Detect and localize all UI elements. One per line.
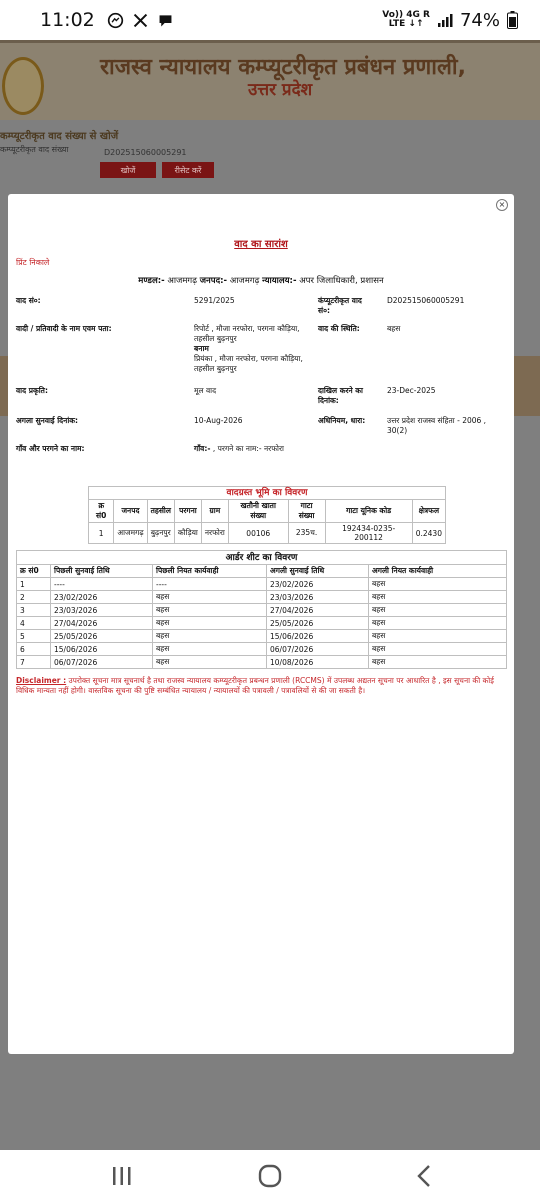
order-cell: बहस (369, 643, 507, 656)
land-cell: 235च. (288, 523, 325, 544)
order-table-body (17, 578, 507, 669)
order-cell: 25/05/2026 (267, 617, 369, 630)
back-button[interactable] (404, 1158, 444, 1194)
order-cell: बहस (369, 604, 507, 617)
court-label: न्यायालय:- (262, 276, 297, 286)
land-header-cell: खतौनी खाता संख्या (228, 500, 288, 523)
parties-label: वादी / प्रतिवादी के नाम एवम पता: (16, 324, 112, 333)
order-cell: 23/03/2026 (51, 604, 153, 617)
recent-apps-icon (111, 1166, 133, 1186)
order-cell: ---- (51, 578, 153, 591)
land-cell: 192434-0235-200112 (325, 523, 412, 544)
land-header-cell: गाटा यूनिक कोड (325, 500, 412, 523)
table-row (17, 656, 507, 669)
table-row (89, 523, 446, 544)
order-header-cell: क्र सं0 (17, 565, 51, 578)
modal-title: वाद का सारांश (234, 239, 288, 250)
bg-field-label: कम्प्यूटरीकृत वाद संख्या (0, 145, 69, 154)
nature-label: वाद प्रकृति: (16, 386, 48, 395)
order-cell: 6 (17, 643, 51, 656)
nature-value: मूल वाद (194, 386, 217, 395)
order-header-cell: पिछली सुनवाई तिथि (51, 565, 153, 578)
print-link[interactable]: प्रिंट निकाले (16, 258, 50, 267)
village-label: गाँव और परगने का नाम: (16, 444, 85, 453)
case-no-value: 5291/2025 (194, 296, 235, 305)
order-cell: बहस (153, 656, 267, 669)
order-cell: बहस (369, 656, 507, 669)
up-emblem-icon (2, 57, 44, 115)
order-cell: 10/08/2026 (267, 656, 369, 669)
mandal-value: आजमगढ़ (167, 276, 198, 286)
status-bar (0, 0, 540, 40)
filing-label-line2: दिनांक: (318, 396, 339, 405)
order-header-cell: अगली सुनवाई तिथि (267, 565, 369, 578)
village-text-label: गाँव:- (194, 444, 211, 453)
bg-header (0, 40, 540, 120)
land-table-header-row (89, 500, 446, 523)
order-cell: 2 (17, 591, 51, 604)
bg-title-line2: उत्तर प्रदेश (248, 80, 313, 100)
land-header-cell: जनपद (114, 500, 147, 523)
chat-icon (157, 12, 174, 29)
bg-title-line1: राजस्व न्यायालय कम्प्यूटरीकृत प्रबंधन प्रणाली, (100, 55, 466, 80)
order-cell: 15/06/2026 (51, 643, 153, 656)
table-row (17, 578, 507, 591)
filing-label (318, 386, 363, 406)
land-cell: बुढ़नपुर (147, 523, 174, 544)
land-header-cell: गाटा संख्या (288, 500, 325, 523)
home-button[interactable] (250, 1158, 290, 1194)
order-cell: 25/05/2026 (51, 630, 153, 643)
network-indicator (382, 11, 430, 29)
defendant-line1: प्रियंका , मौजा नरफोरा, परगना कौड़िया, (194, 354, 303, 363)
status-label: वाद की स्थिति: (318, 324, 360, 333)
plaintiff-line1: रिपोर्ट , मौजा नरफोरा, परगना कौड़िया, (194, 324, 300, 333)
case-no-label: वाद सं०: (16, 296, 41, 305)
comp-case-value: D202515060005291 (387, 296, 465, 305)
janpad-value: आजमगढ़ (229, 276, 260, 286)
land-cell: 00106 (228, 523, 288, 544)
land-details-section (88, 486, 446, 544)
network-top-text: Vo)) 4G R (382, 10, 430, 20)
land-header-cell: परगना (174, 500, 201, 523)
disclaimer (16, 676, 508, 696)
table-row (17, 617, 507, 630)
act-value (387, 416, 486, 436)
order-cell: बहस (153, 643, 267, 656)
order-cell: 23/02/2026 (267, 578, 369, 591)
home-icon (258, 1164, 282, 1188)
order-header-cell: पिछली नियत कार्यवाही (153, 565, 267, 578)
order-table (16, 564, 507, 669)
plaintiff-line2: तहसील बुढ़नपुर (194, 334, 237, 343)
case-summary-modal (8, 194, 514, 1054)
versus-text: बनाम (194, 344, 209, 353)
system-status (382, 10, 518, 31)
act-value-line2: 30(2) (387, 426, 408, 435)
bg-search-link: कम्प्यूटरीकृत वाद संख्या से खोजें (0, 131, 119, 142)
land-header-cell: क्र सं0 (89, 500, 114, 523)
order-cell: 7 (17, 656, 51, 669)
status-time: 11:02 (40, 9, 95, 31)
land-header-cell: क्षेत्रफल (412, 500, 445, 523)
court-value: अपर जिलाधिकारी, प्रशासन (299, 276, 384, 286)
janpad-label: जनपद:- (199, 276, 228, 286)
land-cell: कौड़िया (174, 523, 201, 544)
land-cell: 0.2430 (412, 523, 445, 544)
battery-icon (507, 11, 518, 29)
land-cell: आजमगढ़ (114, 523, 147, 544)
order-cell: 23/02/2026 (51, 591, 153, 604)
order-cell: 4 (17, 617, 51, 630)
bg-field-value: D202515060005291 (104, 148, 187, 157)
comp-case-label-line2: सं०: (318, 306, 330, 315)
recent-apps-button[interactable] (102, 1158, 142, 1194)
notification-icons (107, 12, 174, 29)
defendant-line2: तहसील बुढ़नपुर (194, 364, 237, 373)
order-table-header-row (17, 565, 507, 578)
close-icon[interactable]: × (496, 199, 508, 211)
village-value: , परगने का नाम:- नरफोरा (212, 444, 284, 453)
table-row (17, 604, 507, 617)
battery-percent: 74% (459, 9, 500, 31)
order-cell: 06/07/2026 (51, 656, 153, 669)
act-label: अधिनियम, धारा: (318, 416, 366, 425)
order-cell: 23/03/2026 (267, 591, 369, 604)
order-header-cell: अगली नियत कार्यवाही (369, 565, 507, 578)
signal-icon (437, 12, 453, 28)
table-row (17, 643, 507, 656)
back-icon (416, 1164, 432, 1188)
parties-value (194, 324, 303, 374)
village-value-line (194, 444, 284, 454)
disclaimer-text: उपरोक्त सूचना मात्र सूचनार्थ है तथा राजस्व न्यायालय कम्प्यूटरीकृत प्रबन्धन प्रणाली (RCCMS) में उपलब्ध अद्यतन सूचना पर आधारित है , इस सूचना की कोई विधिक मान्यता नहीं होगी। वास्तविक सूचना की पुष्टि सम्बंधित न्यायालय / न्यायालयों की पत्रावली / पत्रावलियों से की जा सकती है। (16, 676, 494, 695)
order-cell: बहस (369, 617, 507, 630)
act-value-line1: उत्तर प्रदेश राजस्व संहिता - 2006 , (387, 416, 487, 425)
bg-search-button: खोजें (100, 162, 156, 178)
filing-label-line1: दाखिल करने का (318, 386, 364, 395)
next-hearing-label: अगला सुनवाई दिनांक: (16, 416, 79, 425)
filing-value: 23-Dec-2025 (387, 386, 436, 395)
table-row (17, 630, 507, 643)
land-table (88, 499, 446, 544)
land-cell: नरफोरा (201, 523, 228, 544)
land-header-cell: तहसील (147, 500, 174, 523)
order-cell: 27/04/2026 (51, 617, 153, 630)
navigation-bar (0, 1150, 540, 1200)
next-hearing-value: 10-Aug-2026 (194, 416, 243, 425)
comp-case-label-line1: कंप्यूटरीकृत वाद (318, 296, 362, 305)
order-cell: बहस (369, 591, 507, 604)
land-table-title: वादग्रस्त भूमि का विवरण (88, 486, 446, 499)
order-cell: ---- (153, 578, 267, 591)
disclaimer-label: Disclaimer : (16, 676, 67, 685)
status-value: बहस (387, 324, 401, 333)
order-cell: 27/04/2026 (267, 604, 369, 617)
order-cell: बहस (153, 630, 267, 643)
messenger-icon (107, 12, 124, 29)
order-table-title: आर्डर शीट का विवरण (16, 550, 507, 564)
order-cell: 15/06/2026 (267, 630, 369, 643)
x-icon (132, 12, 149, 29)
land-cell: 1 (89, 523, 114, 544)
order-cell: 5 (17, 630, 51, 643)
order-cell: 1 (17, 578, 51, 591)
land-header-cell: ग्राम (201, 500, 228, 523)
order-sheet-section (16, 550, 507, 669)
jurisdiction-line (8, 275, 514, 286)
network-bottom-text: LTE ↓↑ (388, 19, 424, 29)
order-cell: 06/07/2026 (267, 643, 369, 656)
order-cell: 3 (17, 604, 51, 617)
order-cell: बहस (153, 617, 267, 630)
order-cell: बहस (153, 604, 267, 617)
order-cell: बहस (153, 591, 267, 604)
table-row (17, 591, 507, 604)
order-cell: बहस (369, 630, 507, 643)
mandal-label: मण्डल:- (138, 276, 165, 286)
bg-reset-button: रीसेट करें (162, 162, 214, 178)
order-cell: बहस (369, 578, 507, 591)
comp-case-label (318, 296, 362, 316)
